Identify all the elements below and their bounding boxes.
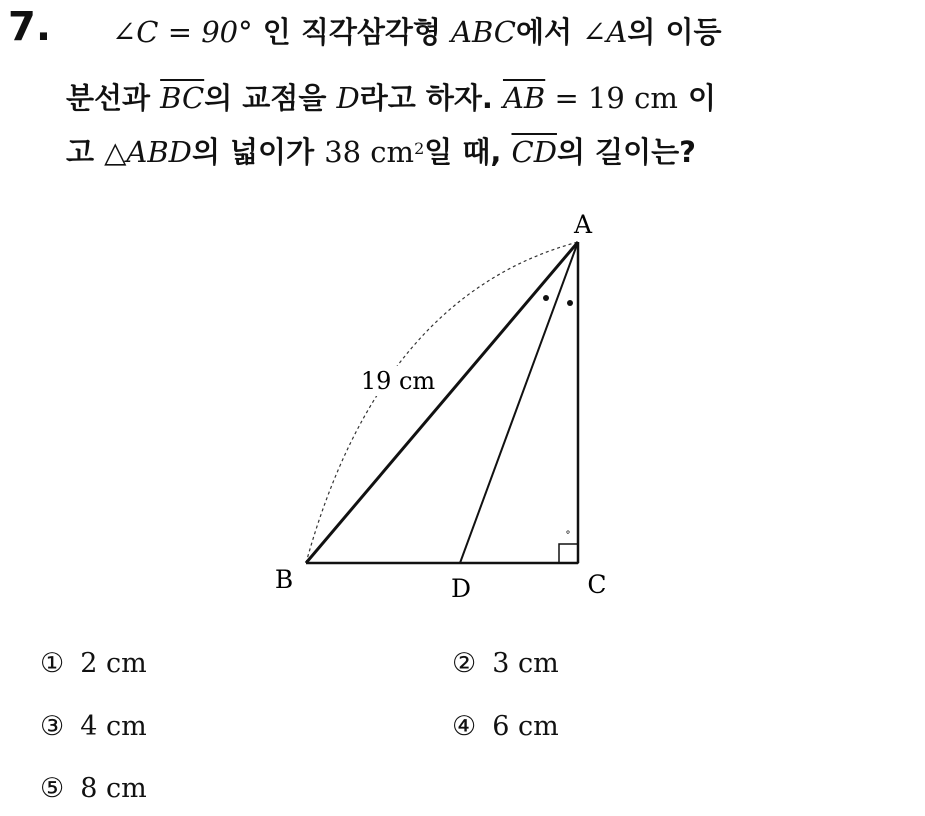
point-d: D [336, 81, 360, 115]
choice-number: ② [452, 648, 477, 679]
choice-text: 2 cm [80, 648, 147, 679]
text: 일 때, [424, 135, 512, 169]
ab-length: = 19 cm [545, 81, 678, 115]
choice-number: ④ [452, 711, 477, 742]
segment-ab: $\overline{AB}$ [502, 81, 546, 115]
triangle-abc: ABC [451, 15, 516, 49]
choice-text: 6 cm [492, 711, 559, 742]
choice-number: ⑤ [40, 773, 65, 804]
angle-a: ∠A [582, 15, 628, 49]
bisector-ad [460, 242, 578, 563]
choice-text: 4 cm [80, 711, 147, 742]
choice-1[interactable] [40, 648, 147, 679]
label-b: B [274, 565, 294, 594]
angle-c-expression: ∠C = 90° [112, 15, 253, 49]
text: 라고 하자. [359, 81, 503, 115]
label-d: D [450, 574, 472, 603]
text: 이 [677, 81, 716, 115]
choice-text: 3 cm [492, 648, 559, 679]
choice-5[interactable] [40, 773, 147, 804]
right-angle-tick: ° [565, 530, 571, 541]
text: 의 길이는? [556, 135, 696, 169]
label-ab-length: 19 cm [360, 367, 436, 395]
segment-bc: $\overline{BC}$ [160, 81, 205, 115]
question-number: 7. [8, 4, 52, 50]
side-ab [306, 242, 578, 563]
right-angle-mark [559, 544, 578, 563]
angle-mark-dot-2 [567, 300, 573, 306]
angle-mark-dot-1 [543, 295, 549, 301]
text: 에서 [515, 15, 583, 49]
choice-3[interactable] [40, 711, 147, 742]
text: 고 [66, 135, 105, 169]
label-a: A [573, 210, 593, 239]
text: 인 직각삼각형 [252, 15, 451, 49]
choice-4[interactable] [452, 711, 559, 742]
choice-2[interactable] [452, 648, 559, 679]
text: 의 교점을 [204, 81, 337, 115]
area-value: 38 cm [324, 135, 415, 169]
choice-number: ③ [40, 711, 65, 742]
label-c: C [587, 570, 607, 599]
text: 의 이등 [627, 15, 722, 49]
triangle-abd: △ABD [104, 135, 192, 169]
choice-text: 8 cm [80, 773, 147, 804]
area-exponent: 2 [414, 139, 425, 158]
text: 분선과 [66, 81, 161, 115]
choice-number: ① [40, 648, 65, 679]
text: 의 넓이가 [191, 135, 325, 169]
segment-cd: $\overline{CD}$ [511, 135, 557, 169]
